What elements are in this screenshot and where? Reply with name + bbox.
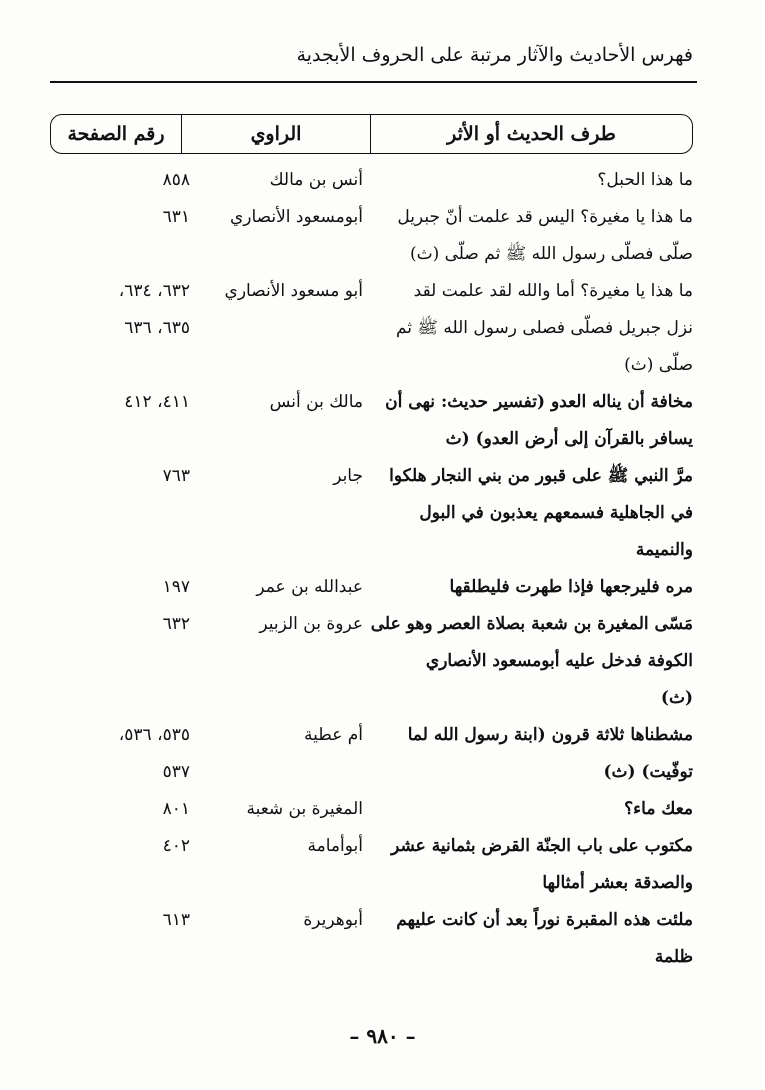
entry-line (0, 606, 765, 643)
column-header-box (50, 114, 693, 154)
page-reference: ٥٣٥، ٥٣٦، (118, 725, 190, 745)
hadith-text: مره فليرجعها فإذا طهرت فليطلقها (449, 577, 693, 597)
page-reference: ٦٣١ (162, 207, 190, 227)
entry-line (0, 162, 765, 199)
entry-line (0, 384, 765, 421)
entry-line (0, 717, 765, 754)
column-header-page: رقم الصفحة (67, 123, 165, 145)
narrator-name: أم عطية (304, 725, 363, 745)
hadith-text: ظلمة (654, 947, 693, 967)
entry-line (0, 495, 765, 532)
narrator-name: أبو مسعود الأنصاري (224, 281, 363, 301)
page-reference: ١٩٧ (162, 577, 190, 597)
entry-line (0, 532, 765, 569)
entry-line (0, 828, 765, 865)
hadith-text: يسافر بالقرآن إلى أرض العدو) (ث (445, 429, 693, 449)
hadith-text: ملئت هذه المقبرة نوراً بعد أن كانت عليهم (396, 910, 693, 930)
hadith-text: نزل جبريل فصلّى فصلى رسول الله ﷺ ثم (395, 318, 693, 338)
running-title: فهرس الأحاديث والآثار مرتبة على الحروف الأبجدية (296, 44, 693, 66)
entry-line (0, 680, 765, 717)
page-number: – ٩٨٠ – (349, 1024, 416, 1048)
page-reference: ٨٠١ (162, 799, 190, 819)
entry-line (0, 865, 765, 902)
narrator-name: عبدالله بن عمر (256, 577, 363, 597)
hadith-text: في الجاهلية فسمعهم يعذبون في البول (419, 503, 693, 523)
entry-line (0, 310, 765, 347)
entry-line (0, 569, 765, 606)
hadith-text: مشطناها ثلاثة قرون (ابنة رسول الله لما (407, 725, 693, 745)
entry-line (0, 939, 765, 976)
entry-row (0, 384, 765, 458)
hadith-text: مَسّى المغيرة بن شعبة بصلاة العصر وهو على (370, 614, 693, 634)
narrator-name: أبوهريرة (303, 910, 363, 930)
entry-row (0, 902, 765, 976)
entry-line (0, 347, 765, 384)
narrator-name: أنس بن مالك (269, 170, 363, 190)
hadith-text: صلّى (ث) (624, 355, 693, 375)
hadith-text: مرَّ النبي ﷺ على قبور من بني النجار هلكوا (389, 466, 693, 486)
narrator-name: مالك بن أنس (269, 392, 363, 412)
narrator-name: المغيرة بن شعبة (246, 799, 363, 819)
page-reference: ٥٣٧ (162, 762, 190, 782)
page-reference: ٧٦٣ (162, 466, 190, 486)
entry-line (0, 199, 765, 236)
hadith-text: معك ماء؟ (624, 799, 693, 819)
entry-row (0, 273, 765, 384)
header-rule (50, 81, 697, 83)
hadith-text: ما هذا الحبل؟ (597, 170, 693, 190)
hadith-text: (ث) (660, 688, 693, 708)
page-reference: ٦١٣ (162, 910, 190, 930)
hadith-text: توفّيت) (ث) (603, 762, 693, 782)
entry-row (0, 569, 765, 606)
entry-row (0, 199, 765, 273)
page-reference: ٤١١، ٤١٢ (124, 392, 190, 412)
hadith-text: ما هذا يا مغيرة؟ أما والله لقد علمت لقد (413, 281, 693, 301)
narrator-name: عروة بن الزبير (259, 614, 363, 634)
entry-row (0, 717, 765, 791)
entry-row (0, 458, 765, 569)
hadith-text: مكتوب على باب الجنّة القرض بثمانية عشر (391, 836, 693, 856)
page-reference: ٦٣٢ (162, 614, 190, 634)
entry-line (0, 236, 765, 273)
entry-row (0, 791, 765, 828)
hadith-text: صلّى فصلّى رسول الله ﷺ ثم صلّى (ث) (409, 244, 693, 264)
hadith-text: والصدقة بعشر أمثالها (542, 873, 693, 893)
entry-line (0, 902, 765, 939)
column-header-hadith: طرف الحديث أو الأثر (370, 115, 692, 153)
page-reference: ٦٣٢، ٦٣٤، (118, 281, 190, 301)
entry-line (0, 791, 765, 828)
entry-line (0, 421, 765, 458)
entry-line (0, 458, 765, 495)
entry-line (0, 754, 765, 791)
page-reference: ٨٥٨ (162, 170, 190, 190)
column-header-narrator: الراوي (181, 115, 370, 153)
narrator-name: أبومسعود الأنصاري (229, 207, 363, 227)
page-reference: ٦٣٥، ٦٣٦ (124, 318, 190, 338)
hadith-text: الكوفة فدخل عليه أبومسعود الأنصاري (425, 651, 693, 671)
entry-row (0, 606, 765, 717)
narrator-name: جابر (333, 466, 363, 486)
hadith-text: ما هذا يا مغيرة؟ اليس قد علمت أنّ جبريل (397, 207, 693, 227)
entry-row (0, 162, 765, 199)
hadith-text: مخافة أن يناله العدو (تفسير حديث: نهى أن (385, 392, 693, 412)
page-reference: ٤٠٢ (162, 836, 190, 856)
hadith-text: والنميمة (635, 540, 693, 560)
entry-line (0, 643, 765, 680)
entry-row (0, 828, 765, 902)
entry-line (0, 273, 765, 310)
narrator-name: أبوأمامة (307, 836, 363, 856)
